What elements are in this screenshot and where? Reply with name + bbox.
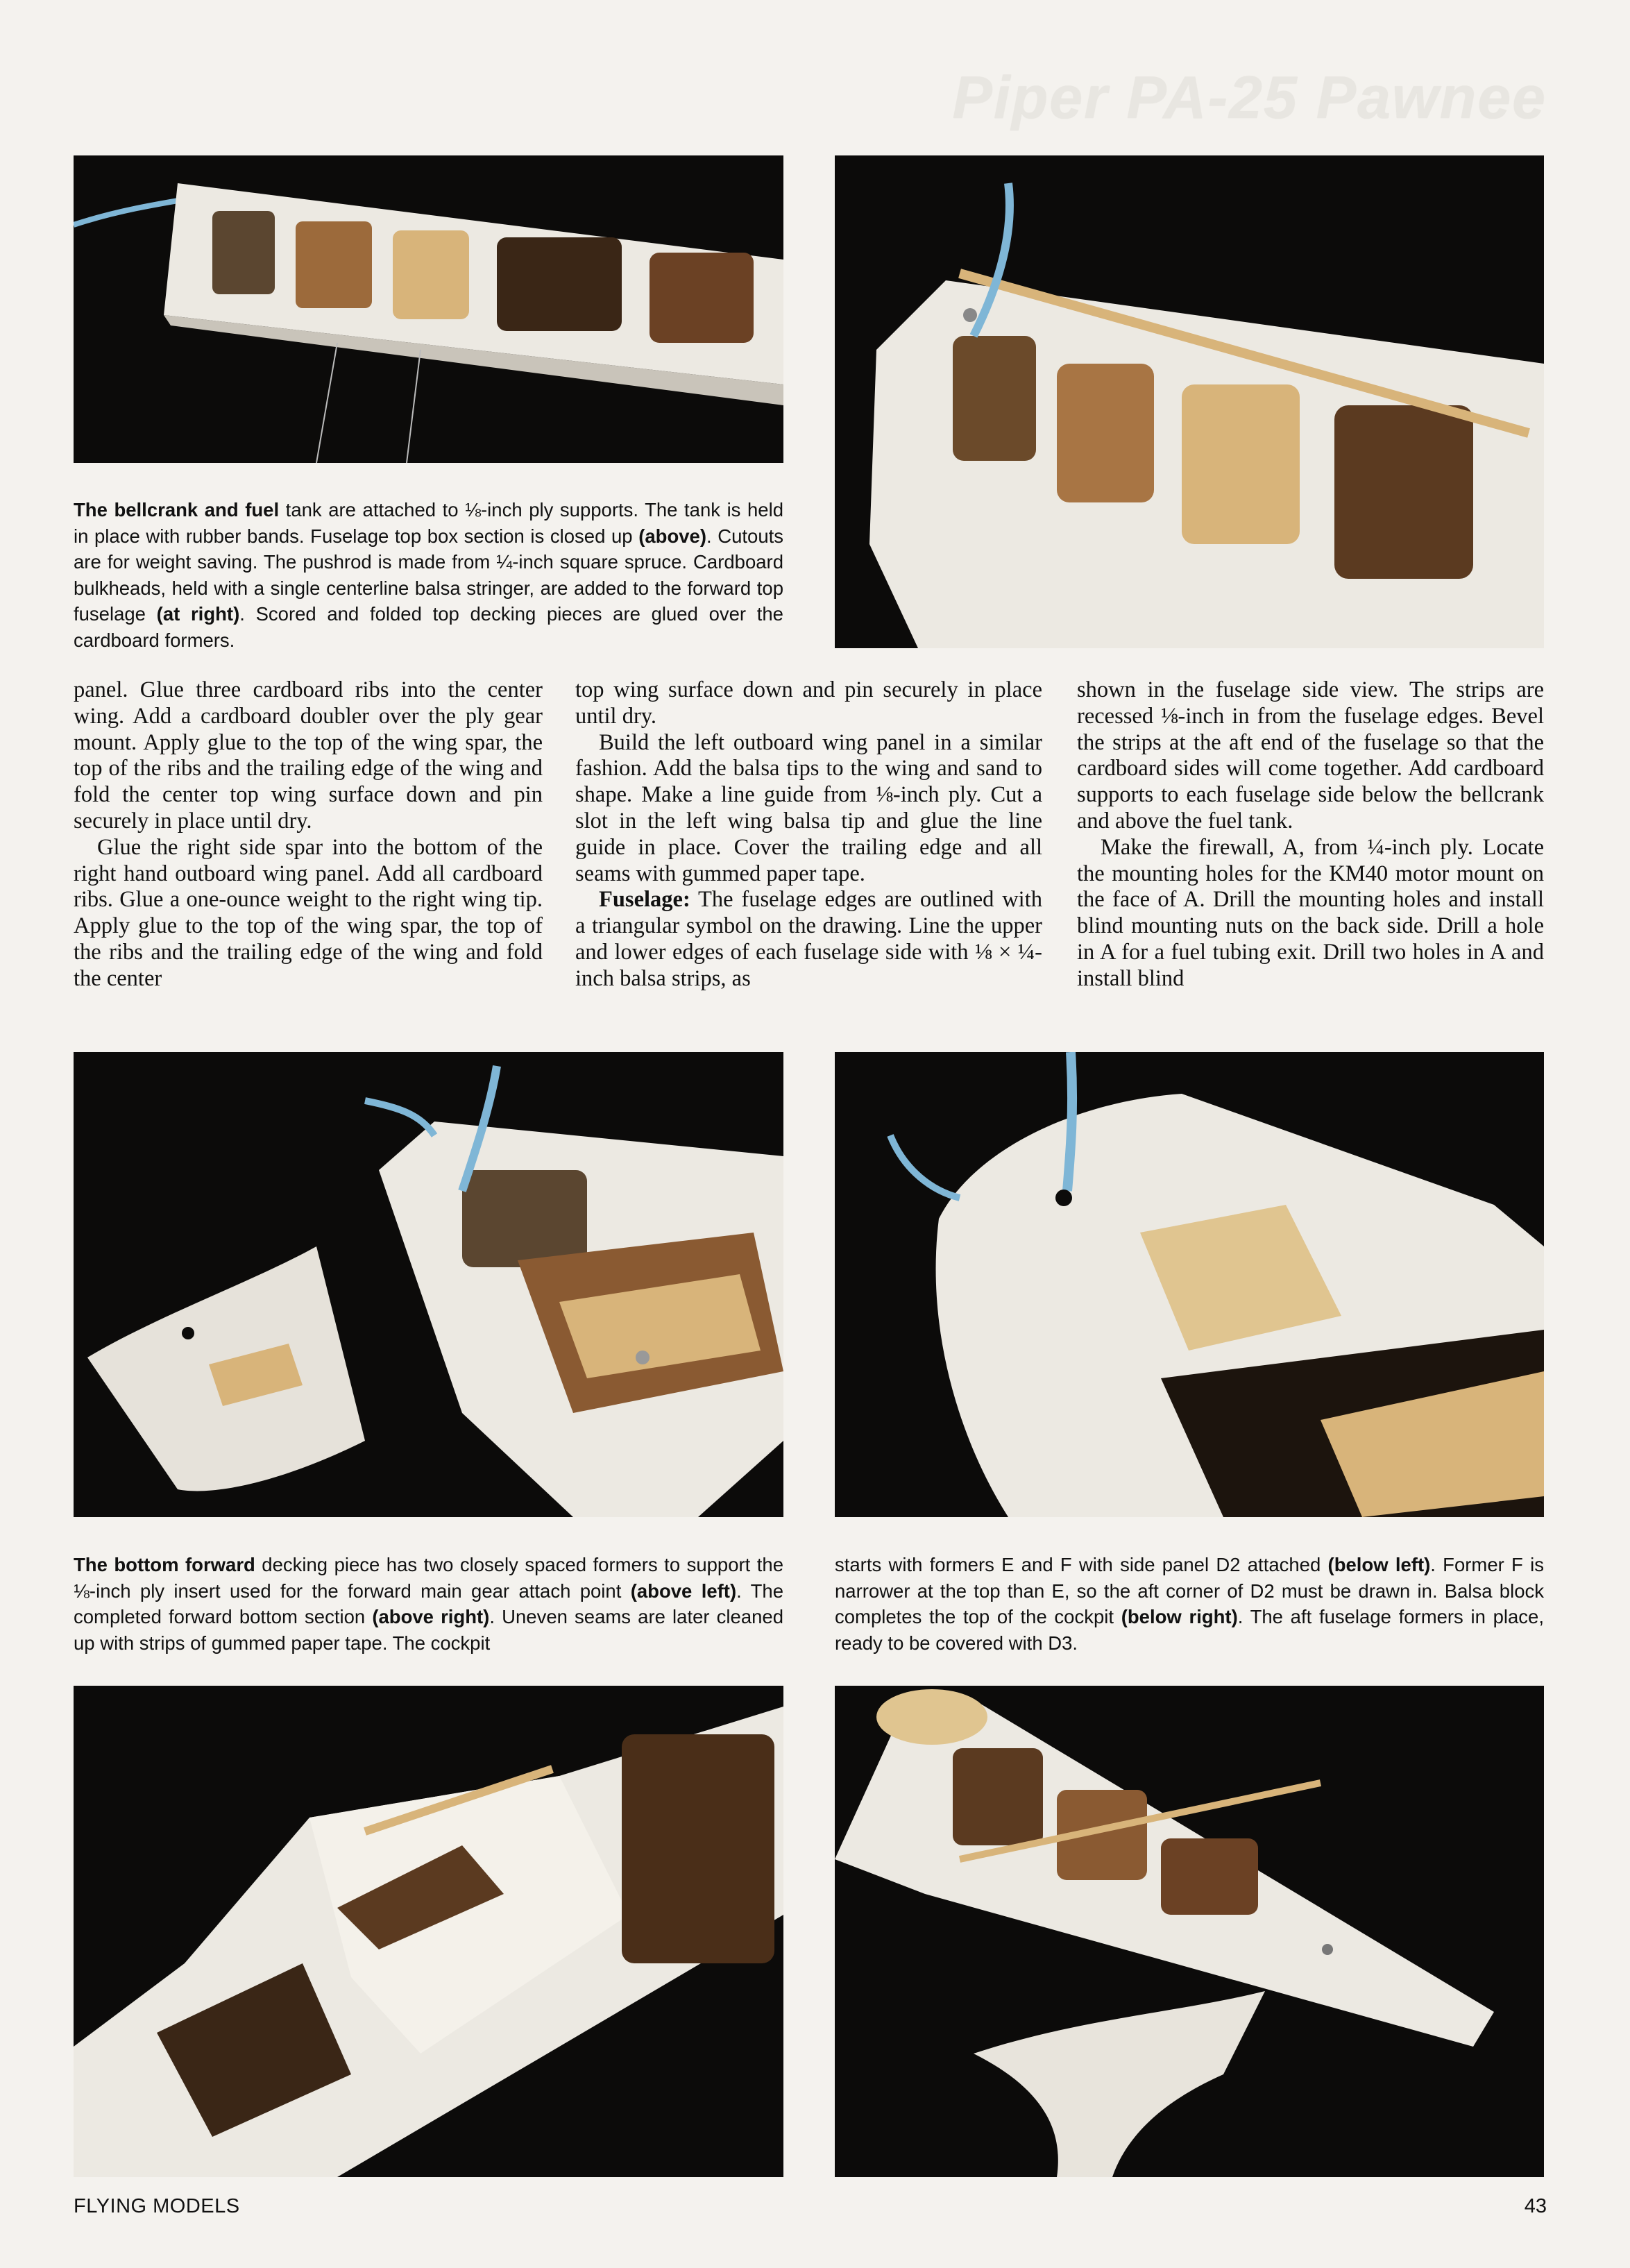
paragraph: top wing surface down and pin securely in place until dry. xyxy=(575,677,1042,729)
article-title-watermark: Piper PA-25 Pawnee xyxy=(952,65,1547,131)
body-column-3 xyxy=(1077,677,1544,992)
paragraph: Fuselage: The fuselage edges are outlined with a triangular symbol on the drawing. Line the upper and lower edges of each fuselage side with ⅛ × ¼-inch balsa strips, as xyxy=(575,887,1042,991)
footer-magazine-name: FLYING MODELS xyxy=(74,2195,240,2217)
section-heading-fuselage: Fuselage: xyxy=(599,887,690,913)
caption-photos-top: The bellcrank and fuel tank are attached to ⅛-inch ply supports. The tank is held in place with rubber bands. Fuselage top box section is closed up (above). Cutouts are for weight saving. The pushrod is made from ¼-inch square spruce. Cardboard bulkheads, held with a single centerline balsa stringer, are added to the forward top fuselage (at right). Scored and folded top decking pieces are glued over the cardboard formers. xyxy=(74,499,784,651)
photo-forward-top-bulkheads xyxy=(835,155,1544,648)
photo-fuselage-top-box xyxy=(74,155,783,463)
caption-photos-middle-left: The bottom forward decking piece has two closely spaced formers to support the ⅛-inch ply insert used for the forward main gear attach point (above left). The completed forward bottom section (above right). Uneven seams are later cleaned up with strips of gummed paper tape. The cockpit xyxy=(74,1554,784,1654)
paragraph: shown in the fuselage side view. The strips are recessed ⅛-inch in from the fuselage edges. Bevel the strips at the aft end of the fuselage so that the cardboard sides will come together. Add cardboard supports to each fuselage side below the bellcrank and above the fuel tank. xyxy=(1077,677,1544,833)
photo-aft-fuselage-formers xyxy=(835,1686,1544,2177)
footer-page-number: 43 xyxy=(1524,2195,1547,2217)
paragraph: Glue the right side spar into the bottom of the right hand outboard wing panel. Add all cardboard ribs. Glue a one-ounce weight to the right wing tip. Apply glue to the top of the wing spar, the top of the ribs and the trailing edge of the wing and fold the center xyxy=(74,834,543,991)
paragraph: Build the left outboard wing panel in a similar fashion. Add the balsa tips to the wing and sand to shape. Make a line guide from ⅛-inch ply. Cut a slot in the left wing balsa tip and glue the line guide in place. Cover the trailing edge and all seams with gummed paper tape. xyxy=(575,729,1042,886)
photo-completed-forward-bottom xyxy=(835,1052,1544,1517)
paragraph: panel. Glue three cardboard ribs into the center wing. Add a cardboard doubler over the ply gear mount. Apply glue to the top of the wing spar, the top of the ribs and the trailing edge of the wing and fold the center top wing surface down and pin securely in place until dry. xyxy=(74,677,543,833)
body-column-2 xyxy=(575,677,1042,992)
photo-bottom-forward-decking xyxy=(74,1052,783,1517)
paragraph: Make the firewall, A, from ¼-inch ply. Locate the mounting holes for the KM40 motor mount on the face of A. Drill the mounting holes and install blind mounting nuts on the back side. Drill a hole in A for a fuel tubing exit. Drill two holes in A and install blind xyxy=(1077,834,1544,991)
caption-photos-middle-right: starts with formers E and F with side panel D2 attached (below left). Former F is narrower at the top than E, so the aft corner of D2 must be drawn in. Balsa block completes the top of the cockpit (below right). The aft fuselage formers in place, ready to be covered with D3. xyxy=(835,1554,1544,1654)
photo-cockpit-formers xyxy=(74,1686,783,2177)
body-column-1 xyxy=(74,677,543,992)
